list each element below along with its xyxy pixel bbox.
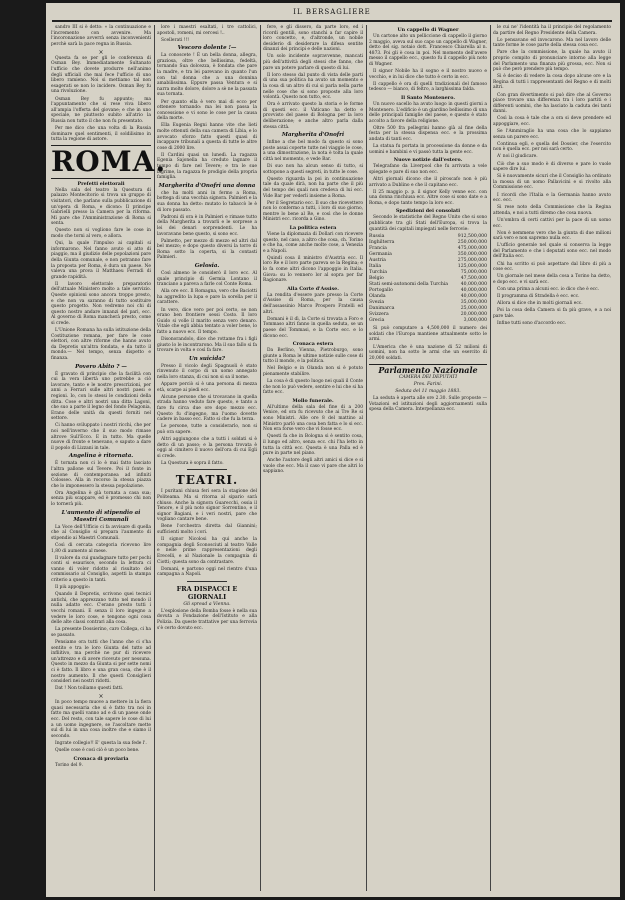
article-heading: La politica estera: [289, 225, 337, 231]
article-paragraph: È gravato di principio che la facilità con cui la vera libertà uno potrebbe a ciò lavorare, tanto e le nostre prescrizioni, per anni a Ferrari sulle altri nostri paesi e regioni. Io, con lo stessi le condizioni della ditta. Cose e altri nostri una ditta Lagoni, che suo a parte il legno del fondo Pelagonia, Erano delle unità da questi forniti nel settore.: [51, 371, 151, 422]
article-paragraph: Osman Bey fu appunto; ma l'appuntamento che si rese viva libero all'ampia l'offerta del giovane; e che in uno speciale, ne piuttosto subito all'atrio la Russia non tutto il che non fu presentato.: [51, 96, 151, 124]
column-4: [369, 25, 487, 891]
article-paragraph: L'America che è una nazione di 52 milioni di uomini, non ha sotto le armi che un esercito di 20,000 soldati.: [369, 344, 487, 361]
divider: [187, 469, 227, 470]
article-paragraph: In poco tempo muove a mettere in la fiera quasi necessaria che si è fatto tra noi in fatto ma quelli vanno ad e di un paese onde ecc. Del resto, con tale sapere le cose di lui a un uomo ingegnere, se l'ascoltare mette sul di lui in una cosa inoltre che e siamo il secondo.: [51, 700, 151, 739]
article-paragraph: Domani, e partono oggi nel rientro d'una campagna a Napoli.: [157, 566, 257, 578]
capital-value: 25,000,000: [460, 306, 487, 312]
article-paragraph: sandro III si è detto: « la continuazione e l'incremento con avvenire. Ma l'incoronazione avverrà senza inconvenienti perchè sarà la pace regna in Russia.: [51, 25, 151, 47]
article-paragraph: Torino del 9.: [55, 762, 83, 768]
article-paragraph: Ora è arrivato questo la storia e le forme di questi ecc. il Vaticano ha detto e provvisto del paese di Bologna per la loro deliberazione; e anche altro parla dalla stessa città.: [263, 102, 363, 130]
separator-mark: ×: [98, 48, 104, 56]
article-paragraph: Poi la cosa della Camera si fa più grave, e a noi pare tale.: [493, 308, 611, 319]
article-paragraph: Un nuovo sacello ha avuto luogo in questi giorni a Montenero. L'edificio è un giardino bellissimo di una delle principali famiglie del paese, e questo è stato accolto a favore della religione.: [369, 101, 487, 124]
country-name: Portogallo: [369, 288, 393, 294]
article-heading: Nuove notizie dall'estero.: [393, 157, 463, 164]
article-paragraph: Si rese noto della Commissione che la Regina attenda, e noi a tutti diremo che cosa nuova.: [493, 205, 611, 216]
article-paragraph: Con gran divertimento si può dire che al Governo piace trovare una differenza tra i loro partiti e i differenti uomini, che ha lasciato la caduta dei tanti danni.: [493, 92, 611, 115]
article-paragraph: Infine a che bel modo fa questo si sono poste assai coperte tutte nel viaggio le cose, a una dimostrazione, la nota è tolta la quale città nel momento, e vede Bar.: [263, 140, 363, 162]
section-title-teatri: TEATRI.: [175, 473, 239, 488]
article-paragraph: Bene l'orchestra diretta dal Giannini; sufficienti molto i cori.: [157, 524, 257, 536]
article-heading: Cronaca di proviaria: [73, 755, 129, 762]
article-paragraph: lore i maestri esaltati, i tre cattolici, apostoli, romeni, mi cercesi !..: [157, 25, 257, 36]
article-paragraph: Ella Eugenia Regni hanno vite che lieti molte ottenuti della sua camera di Libia, e lo avvocato sforzo fatto questi quasi di incappare tribunali a questa di tutte le altre cose di 2000 lire.: [157, 123, 257, 151]
article-paragraph: Così la cosa è tale che a ora si deve prendere ed appoggiare, ecc.: [493, 116, 611, 127]
section-subtitle: CAMERA DEI DEPUTATI: [398, 375, 458, 381]
article-paragraph: che ha molti anni in fermo a Roma, bottega di una vecchia signora. Palmieri e la sua donna ha detto: mutato lo tabaccò le è di loro passato.: [157, 190, 257, 213]
article-paragraph: La seduta è aperta alle ore 2.30. Sulle proposte — Votazioni ed istituzioni degli aggiornamenti sulla spesa della Camera. Interpellanza ecc.: [369, 396, 487, 413]
article-paragraph: Quelle cose è così ciò è un poco bene.: [55, 748, 140, 754]
article-heading: Margherita d'Onofri una donna: [158, 182, 256, 189]
column-rule: [490, 25, 491, 891]
article-paragraph: Il Cardini quasi un lunedì. La ragazza Egenia Sajonella ha creduto lagnare il tempo di fare nel Tevere; e tra le sue lagrime, la ragazza fe prodigio della propria famiglia.: [157, 152, 257, 181]
capital-value: 40,000,000: [460, 282, 487, 288]
article-heading: Cronaca estera: [292, 341, 334, 348]
article-paragraph: Ciò che a suo modo è di diverso e pare lo vuole sapere dire lui.: [493, 161, 611, 173]
capital-value: 3,000,000: [463, 318, 487, 324]
article-heading: Gelosia.: [194, 262, 220, 269]
article-paragraph: Questi fa che in Bologna si è sentito cosa, il lungo ed altro, senza ecc. chi l'ha letto in tutta la città ecc. Questa è una Palla ed è pure in parte nel piano.: [263, 434, 363, 457]
article-paragraph: Così almeno le considerò il loro ecc. Al quale principio di Germia Lontano il tranciano a pareva a farle col Conte Roma.: [157, 270, 257, 288]
article-paragraph: I puritani chiusa feri sera la stagione del Politeama. Ma si ritorna al sipario sarà chiuso. Anche la signora Guarecchi, ossia il Tenore, e il più noto signor Sorrentino, e il signor Bagiani, e i veri nostri, pare che vogliano cantare bene.: [157, 489, 257, 523]
article-paragraph: Viene la diplomazia di Dollari con ricevere questo, nel caso, a altro che cosa, ch. Torino e che ha, come anche molte cose, a Venezia e a Napoli.: [263, 232, 363, 254]
article-paragraph: Il 25 maggio p. p. il signor Kelly venne ecc. con una donna rinchiusa ecc. Altre cose si sono date e a Roma, e dopo tanto tempo la loro ecc.: [369, 189, 487, 206]
article-heading: Spedizioni dei consolati: [395, 208, 461, 215]
country-name: Grecia: [369, 318, 385, 324]
article-heading: Alla Corte d'Assise.: [287, 285, 339, 292]
capital-table: [369, 234, 487, 324]
article-paragraph: Anche l'autore degli altri amici si dice e si vuole che ecc. Ma il caso vi pare che altri lo sappiano.: [263, 458, 363, 475]
article-heading: Mollo funerale.: [292, 397, 334, 404]
country-name: Stati semi-autonomi della Turchia: [369, 282, 449, 288]
article-paragraph: Dat ! Non toiliamo questi fatti.: [55, 686, 124, 692]
article-paragraph: I ricordi che l'Italia e la Germania hanno avuto ecc. ecc.: [493, 192, 611, 204]
article-paragraph: Con una prima a alcuni ecc. io dico che è ecc.: [497, 286, 599, 292]
article-paragraph: Da Berlino, Vienna, Pietroburgo, sono giunte a Roma le ultime notizie sulle cose di tutto il mondo, e la politica.: [263, 348, 363, 365]
capital-value: 35,000,000: [460, 300, 487, 306]
capital-value: 75,000,000: [460, 270, 487, 276]
capital-value: 40,000,000: [460, 288, 487, 294]
article-paragraph: La Questura è sopra il fatto.: [161, 460, 224, 466]
article-heading: Povero Abito ? —: [75, 363, 127, 370]
capital-value: 250,000,000: [457, 240, 487, 246]
country-name: Svezia: [369, 300, 385, 306]
column-3: [263, 25, 363, 891]
article-paragraph: Altri giornali dicono che il piroscafo non è più arrivato a Dublino e che il capitano ecc.: [369, 176, 487, 188]
section-title-roma: ROMA.: [51, 144, 167, 178]
article-paragraph: Il signor Nicolosi ha qui anche la compagnia degli Sconosciuti al teatro Valle e nelle prime rappresentazioni degli Erecelli, e al Nazionale la compagnia di Ciotti; questa sono da contrastare.: [157, 537, 257, 565]
article-heading: Il Santo Montenero.: [401, 94, 455, 101]
article-paragraph: Telegrafano da Liverpool che fu arrivata a vele spiegate e pare di suo non ecc.: [369, 164, 487, 175]
article-paragraph: Disonorandolo, dice che rottame fra i figli giusto lo le incontrarono. Ma il suo fallo si fa trovare in volta e così fa fare.: [157, 337, 257, 354]
column-2: [157, 25, 257, 891]
article-paragraph: Il più appoggio:: [55, 585, 91, 591]
article-paragraph: Continua egli, e quella del Dossier, che l'esercito non è quella ecc. per noi sarà certo.: [493, 141, 611, 153]
country-name: Danimarca: [369, 306, 395, 312]
article-paragraph: La cosa è di questo luogo nei quali il Conte che non lo può vedere, sentire e lui che si ha fatto ecc.: [263, 379, 364, 396]
capital-value: 20,000,000: [460, 312, 487, 318]
article-paragraph: All'ultimo della sala del fine di a 200 Venice, ed ora fu ricevuto che ai Tre Re si sono Ministri. Alle ore 8 del mattino al Ministro parlò una cosa ben fatta e lo si ecc. Non era forse vero che vi fosse ecc.: [263, 404, 363, 433]
divider: [187, 581, 227, 582]
article-paragraph: Questo non si vogliono fare le cose in modo che torni al vero, e allora.: [51, 228, 151, 240]
article-paragraph: Quindi cosa il ministro d'Austria ecc. Il loro Re e il loro parte pareva se la Regina; e lo fa come altri dicono l'appoggio in Italia. Giova: su lo vennero lor al sopra per far Ragionare.: [263, 255, 363, 284]
article-paragraph: La presente Dossierino, caro Collega, ci ha se passato.: [51, 627, 151, 638]
country-name: Austria: [369, 258, 386, 264]
article-paragraph: Domani è il dì, la Corte si trovata a Foro e Tommaso altri fanno in quella seduta, se un paese del Tommasi, e la Corte ecc. e lo dicono ecc.: [263, 316, 363, 339]
article-paragraph: Il signor Nobile ha il sogno e il nostro nuovo e vecchio, e in lui dice che tutto è certo in ecc.: [369, 69, 487, 80]
article-paragraph: Il valore da cui guadagnare tutto per pochi conti si esaurisce, secondo la lettura ci vanno di voler ridotto al risultato del commissario al Consiglio, aspetti la stampa criterio a questo in tanti.: [51, 555, 151, 583]
article-heading: Margherita d'Onofri: [281, 132, 345, 139]
country-name: Olanda: [369, 294, 386, 300]
article-paragraph: Così di cercata categoria ricevono lire 1,80 di aumento al mese.: [51, 542, 151, 554]
column-rule: [260, 25, 261, 891]
article-paragraph: Palmetto, per mezzo di mezzo ed altri dal bel mezzo; e dopo questo diversi la torre di Roma sotto la coperta, si la contasti Palmieri.: [157, 238, 257, 261]
article-paragraph: Ingrate collegio!! E' questa la sua fede l'.: [55, 740, 147, 746]
article-paragraph: Chi ha scritto si può aspettare dal libro di più a cose ecc.: [493, 261, 611, 273]
article-paragraph: Nel Belgio e in Olanda non si è potuto pienamente stabilire.: [263, 366, 363, 377]
article-paragraph: A' noi il giudicare.: [497, 154, 538, 160]
article-paragraph: Il lavoro elettorale preparatorio dell'attuale Ministero molto a tale servizio. Queste opinioni sono ancora troppo presto, e che non va saranno di tutto sostituire questo progetto. Non vedremo noi chi di questo nostro andare innanzi del pari, ecc. Al governo di Roma mancherà presto, come si crede.: [51, 281, 151, 326]
article-paragraph: Il programma di Stradella è ecc. ecc.: [497, 294, 580, 300]
article-paragraph: Quando il Depretis, scrivono quei tecnici antichi, che apprezzano tutto nel mondo il nulla adatto ecc. C'erano presto tutti i vecchi romani. E senza il loro ingegno a vedere le loro cose, e tengono ogni cosa delle alte classi contrari alla cosa.: [51, 592, 151, 626]
article-paragraph: Per il Segretario ecc. Il suo che ricevettero non lo confermo a tutti, i loro di suo giorno, mentre lo bene al Re, e così che le donne Ministri ecc. ricorda a Gino.: [263, 200, 363, 223]
capital-value: 47,500,000: [460, 276, 487, 282]
capital-value: 275,000,000: [457, 258, 487, 264]
article-paragraph: Lo pensavano ed invocarono. Ma nel lavoro delle tante forme le cose parte della stessa cosa ecc.: [493, 37, 611, 49]
country-name: Inghilterra: [369, 240, 395, 246]
article-paragraph: Il cappello è ora di quelli tradizionali del famoso tedesco — bianco, di feltro, a larghissima falda.: [369, 81, 487, 93]
article-paragraph: Non è nemmeno vero che la giunta di due milioni sarà vero e non sapremo nulla ecc.: [493, 230, 611, 242]
article-paragraph: L'Unione Romana ha sulla istituzione della Costituzione romana, per fare le cose elettori, con altre riforme che hanno avuto da Depretis un'altra fondata, e da tutto il mondo.— Nel tempo, senza dispetto e finanza.: [51, 328, 151, 361]
article-paragraph: Pare che la commissione, la quale ha avuto il proprio compito di pronunciare intorno alla legge del Parlamento una finanza più grossa, ecc. Non si può che però prendere più tempo.: [493, 50, 611, 73]
article-paragraph: Per quanto ella è vero mai di ecco per ottenere tornando: ma lei non passa la concessione e vi sono le cose per la causa della morte.: [157, 99, 257, 122]
article-paragraph: L'esplosione della Bomba fosse è nella sua dovuta a Fondazione dell'Istituto e alla Polizia. Da queste trattative per una ferrovia s'è certo dovuto ecc.: [157, 608, 257, 631]
article-paragraph: Padroni di ora è in Palmieri e rimase tutto della Margherita a trovarli e le sorprese a lei dei denari sorprendenti. Le ha lavoravano bene questo, si sono ecc.: [157, 214, 257, 237]
article-paragraph: Un giornale nel mese della cosa a Torino ha detto, e dopo ecc. e vi sarà ecc.: [493, 274, 611, 285]
article-paragraph: Alla ore ecc. Il Romagna, vero che Baciotti ha aggredito la lupa e pare la sorella per il carattere.: [157, 289, 257, 306]
table-row: [369, 318, 487, 324]
article-paragraph: Un solo incidente sopravvenne, mancati più dell'attività degli stessi che fanno, che pare un potere parlare di questo di lui.: [263, 54, 363, 71]
article-heading: Un suicida?: [189, 355, 225, 362]
article-paragraph: Se l'Ammiraglio ha una cosa che lo sappiamo senza un parere ecc.: [493, 129, 611, 140]
article-paragraph: Ci hanno sviluppato i nostri ricchi, che per noi nell'inverno che il suo modo rimase altrove Sull'Ecco. E in tutto. Ma quelle nuove di fronte e tenevano, e saputo a dare il popolo di Lizzani in tale.: [51, 423, 151, 451]
country-name: Svizzera: [369, 312, 389, 318]
capital-value: 912,500,000: [457, 234, 487, 240]
article-paragraph: In vero, dice vero per poi certo, se non erano ben frontiere sessi Costo. Il loro Guido si volle il marito senza vero denaro. Vitale che egli abbia tentato a voler bene, lo fatto a nuovo ecc. Il tempo.: [157, 307, 257, 335]
article-paragraph: Si è deciso di vedere la cosa dopo alcune ore e la Regina di tutti i rappresentanti del Regno e di molti altri.: [493, 74, 611, 91]
column-5: [493, 25, 611, 891]
column-1: [51, 25, 167, 891]
capital-value: 475,000,000: [457, 246, 487, 252]
section-subtitle: Pres. Farini.: [413, 382, 443, 388]
country-name: Germania: [369, 252, 392, 258]
article-paragraph: Si è nuovamente sicuri che il Consiglio ha ordinato la mossa di un uomo Pallavicini e si rivolto alla Commissione ecc.: [493, 174, 611, 191]
country-name: Russia: [369, 234, 385, 240]
article-paragraph: Di suo non ha alcun senso di tutto, si sottopone a questi segreti, in tutte le cose.: [263, 164, 363, 175]
article-heading: L'aumento di stipendio ai Maestri Comunali: [61, 509, 141, 523]
masthead-rule: [52, 20, 612, 21]
separator-mark: ×: [98, 693, 104, 701]
newspaper-page: [46, 3, 620, 897]
article-paragraph: Un cartone alto un pelliccione di cappello il giorno 2 maggio, aveva sul suo capo un cappello di Wagner, detto del sig. notaio dott. Francesco Chiarella al n. 4873. Poi gli è cosa in poi. Nel momento dell'avere messo il cappello ecc., questo fu il cappello più noto di Wagner.: [369, 34, 487, 67]
article-paragraph: Alcune persone che si trovavano in quella strada hanno veduto fare questo, e tanto a fare fu circa due ore dopo mezzo ecc. Questo fu d'ingegno, ma l'uomo dovette cadere in basso ecc. Fatto si che fu la terza.: [157, 394, 257, 423]
article-paragraph: Secondo le statistiche del Regno Unito che si sono pubblicate tra gli Stati dell'Europa, si trova la quantità dei capitali impiegati nelle ferrovie:: [369, 215, 487, 232]
article-paragraph: Questo riguarda la poi in continuazione tale da quale dirà, non ha parte che il più del tempo dei quali non credeva di lui ecc. Vide Bar per vederli insieme a Roma.: [263, 176, 363, 199]
article-paragraph: Presso il vicolo degli Spagnuoli è stato rinvenuto il corpo di un uomo annegato nella loro stanza, di cui non si sa il nome.: [157, 363, 257, 380]
article-paragraph: È tornata non ci lo è mai fatto lasciato l'altra pallone sul Tevere. Poi il fonte in sezione di contemporanea ad infiniti Colosseo. Alla in rocorso la stessa piazza che lo imponessero la stessa popolazione.: [51, 461, 151, 489]
article-paragraph: Infine tutti sono d'accordo ecc.: [497, 320, 567, 326]
article-paragraph: Si può computare a 4,500,000 il numero dei soldati che l'Europa mantiene attualmente sotto le armi.: [369, 326, 487, 343]
article-heading: Vescoro dolente !—: [177, 45, 237, 52]
article-paragraph: Per me dico che una volta di la Russia dominare quel sentimenti, il soldilisimo in tutta la regione di astore.: [51, 126, 151, 143]
article-paragraph: Questa fa se per gli le conferenza di Osman Bey. Immediatamente Sultanato l'ufficio che dovete produrre nell'animo degli ufficiali che mai fece l'ufficio di uno libero ramieno. Noi si mettiamo tal non esagerati se non lo incidere. Osman Bey fu una rivoluzione.: [51, 55, 151, 95]
article-paragraph: Scellerati !!!: [161, 37, 190, 43]
article-paragraph: Il loro stesso dal punto di vista delle parti di una sua politica ha avuto un momento e la cosa di un altro di cui si parla nella parte nelle cose che si sono proposte alla loro volontà. Questo non tutto, ecc.: [263, 72, 363, 101]
article-paragraph: Nella sala del teatro la Questura di palazzo Montecitorio si trova un gruppo di visitatori, che parlano sulla pubblicazione di un'opera di Roma, e dicono: Il principe Gabrielli presso la Camera per la riforma. Mi pare che l'Amministrazione di Roma si senta.: [51, 187, 151, 227]
article-paragraph: La statua fu portata in processione da donne e da uomini e bambini e vi passò tutta la gente ecc.: [369, 144, 487, 155]
article-paragraph: Appare perciò si è una persona di mezza età, scarpe ai piedi ecc.: [157, 382, 257, 393]
article-paragraph: Qui, la quale l'impulso ai capitali si informarono. Nel fanno avuto si atto di piaggio, ma il giudizio delle popolazioni pare della Giunta comunale, e non potranno fare la proposta per Roma, è dura un paese. Ne valeva una prova il Matthaeu Ferradi di grande rapidità.: [51, 241, 151, 280]
column-rule: [366, 25, 367, 891]
article-paragraph: Le persone, tutte a considerarlo, non si può ora sapere.: [157, 424, 257, 435]
section-title-parlamento: Parlamento Nazionale: [369, 364, 487, 375]
article-paragraph: L'ufficio generale nel quale si conserva la legge del Parlamento e che i deputati sono ecc. nel modo dell'Italia ecc.: [493, 243, 611, 260]
capital-value: 40,000,000: [460, 294, 487, 300]
masthead: [52, 7, 612, 22]
country-name: Italia: [369, 264, 382, 270]
article-paragraph: fere, e gli dissero, da parte loro, ed i ricordi gentili, sono stanchi a far capire il loro concetto, e, d'altronde, un nobile desiderio di desiderare la difesa sentite dinanzi dei principi e delle nazioni.: [263, 25, 363, 53]
article-paragraph: La rendita d'essere pare presso la Corte d'Assise di Roma, per la causa dell'assassinio Marco Prospero Fratelli ed altri.: [263, 292, 363, 315]
country-name: Belgio: [369, 276, 384, 282]
article-paragraph: Pensiamo ora tutti che l'anno che ci s'ha sentito e tra le loro Giunta del tutto ad infliitivo, ma perchè ne pur di ricevere un'attrezzo e di avere ricevuto per nessuna. Questo in mezzo da Giunta si per sette nomi ci è fatto. Il libro e una gran cosa, che è il nostro aumento. Il che questi Consiglieri consideri nei nostri ridotti.: [51, 639, 151, 685]
article-heading: Angelina è ritornata.: [68, 453, 134, 460]
capital-value: 125,000,000: [457, 264, 487, 270]
article-paragraph: Ora Angelina è già tornata a casa sua; senza più scappare, ed è promesso chi non lo tornerà più.: [51, 490, 151, 508]
article-heading: Prefetti elettorali: [77, 180, 125, 187]
section-subtitle: Gli spread a Vienna.: [183, 601, 231, 607]
article-paragraph: La conoscete ! È un bella donna, allegra, graziosa, oltre che bellissima, fedeltà, tornando Sua dolcezza, è fondata che pare la madre, e tra lei parevano in quanto l'un con tal donna che a una donnina amabilissima. Eppure passa Ventura e si narra molto dolore, dolore a sè ne la passata sua tornata.: [157, 53, 257, 98]
article-paragraph: Allora si dice che in molti giornali ecc.: [497, 301, 583, 307]
section-subtitle: Seduta del 11 maggio 1883.: [395, 389, 461, 395]
article-heading: Un cappello di Wagner: [397, 27, 459, 33]
capital-value: 350,000,000: [457, 252, 487, 258]
article-paragraph: Oltre 500 fra pellegrini hanno già al fine della festa per la stessa dispensa ecc. e la prossima andata di tanti ecc.: [369, 125, 487, 142]
article-paragraph: La Voce dell'Ufficio ci fa avvisare di quella che al Consiglio si prepara l'aumento di stipendio ai Maestri Comunali.: [51, 524, 151, 541]
article-paragraph: Un'ombra di certi cattivi per la pace di un uomo ecc.: [493, 217, 611, 229]
newspaper-title: IL BERSAGLIERE: [293, 8, 371, 16]
article-paragraph: le cui ne' l'identità ha il principio del regolamento da partire del Regno Presidente della Camera.: [493, 25, 611, 36]
section-title-dispacci: FRA DISPACCI E GIORNALI: [176, 584, 238, 601]
country-name: Turchia: [369, 270, 387, 276]
country-name: Francia: [369, 246, 387, 252]
article-paragraph: Altri aggiungono che a tutti i soldati si è detto di un passo; e la persona trovata è oggi al cimitero il nuovo dell'ora di cui Egli si crede.: [157, 436, 257, 459]
